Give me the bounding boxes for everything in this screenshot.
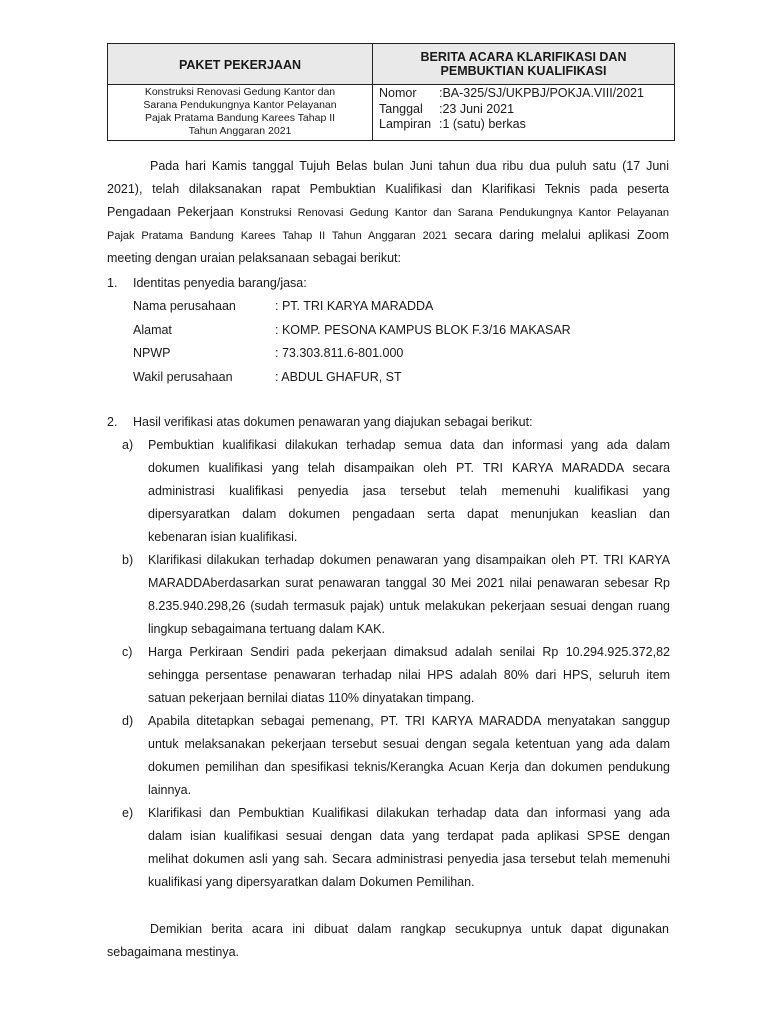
identity-row xyxy=(133,319,571,343)
identity-value: : 73.303.811.6-801.000 xyxy=(275,346,404,360)
item-text xyxy=(148,710,670,802)
item-marker: b) xyxy=(122,553,134,567)
tanggal-row xyxy=(379,102,674,118)
item-text xyxy=(148,641,670,710)
package-line: Konstruksi Renovasi Gedung Kantor dan xyxy=(144,86,336,98)
intro-package-name: Pajak Pratama Bandung Karees Tahap II Tahun Anggaran 2021 xyxy=(107,230,448,242)
right-header-title-line-1: BERITA ACARA KLARIFIKASI DAN xyxy=(420,50,627,64)
identity-label: Alamat xyxy=(133,322,172,337)
item-marker: d) xyxy=(122,714,134,728)
item-text xyxy=(148,802,670,894)
header-table xyxy=(107,43,675,141)
closing-paragraph xyxy=(107,918,669,964)
lampiran-value: :1 (satu) berkas xyxy=(439,117,526,131)
closing-line: sebagaimana mestinya. xyxy=(107,945,240,959)
item-line: lainnya. xyxy=(148,783,192,797)
identity-value: : ABDUL GHAFUR, ST xyxy=(275,369,402,384)
intro-package-name: Konstruksi Renovasi Gedung Kantor dan Sarana Pendukungnya Kantor Pelayanan xyxy=(240,207,669,219)
item-line: Pembuktian kualifikasi dilakukan terhadap semua data dan informasi yang ada dalam xyxy=(148,438,670,452)
item-line: kualifikasi yang dipersyaratkan dalam Dokumen Pemilihan. xyxy=(148,875,475,889)
item-line: Apabila ditetapkan sebagai pemenang, PT. TRI KARYA MARADDA menyatakan sanggup xyxy=(148,714,670,728)
item-line: administrasi kualifikasi penyedia jasa tersebut telah memenuhi kualifikasi yang xyxy=(148,484,670,498)
identity-label: Wakil perusahaan xyxy=(133,369,233,384)
right-header-title-line-2: PEMBUKTIAN KUALIFIKASI xyxy=(440,64,607,78)
tanggal-label: Tanggal xyxy=(379,101,423,116)
nomor-row xyxy=(379,86,674,102)
identity-value: : PT. TRI KARYA MARADDA xyxy=(275,299,434,313)
item-line: Klarifikasi dilakukan terhadap dokumen penawaran yang disampaikan oleh PT. TRI KARYA xyxy=(148,553,670,567)
section-1-number: 1. xyxy=(107,276,118,290)
vendor-identity xyxy=(133,295,571,389)
document-meta-cell xyxy=(373,85,675,141)
left-header-cell xyxy=(108,44,373,85)
intro-line: meeting dengan uraian pelaksanaan sebagai berikut: xyxy=(107,251,401,265)
package-line: Tahun Anggaran 2021 xyxy=(188,125,292,137)
tanggal-value: :23 Juni 2021 xyxy=(439,101,515,116)
item-line: kebenaran isian kualifikasi. xyxy=(148,530,298,544)
identity-row xyxy=(133,366,571,390)
intro-line xyxy=(107,201,669,224)
identity-row xyxy=(133,342,571,366)
item-line: melihat dokumen asli yang sah. Secara administrasi penyedia jasa tersebut telah memenuhi xyxy=(148,852,670,866)
item-line: satuan pekerjaan bernilai diatas 110% dinyatakan timpang. xyxy=(148,691,475,705)
item-line: dokumen kualifikasi yang telah disampaikan oleh PT. TRI KARYA MARADDA secara xyxy=(148,461,670,475)
item-marker: c) xyxy=(122,645,133,659)
intro-text: secara daring melalui aplikasi Zoom xyxy=(454,228,669,242)
package-line: Pajak Pratama Bandung Karees Tahap II xyxy=(144,112,336,124)
identity-label: NPWP xyxy=(133,346,171,360)
item-marker: a) xyxy=(122,438,134,452)
item-line: untuk melaksanakan pekerjaan tersebut sesuai dengan segala ketentuan yang ada dalam xyxy=(148,737,670,751)
identity-row xyxy=(133,295,571,319)
package-cell xyxy=(108,85,373,141)
verification-item-a xyxy=(122,434,670,549)
package-line: Sarana Pendukungnya Kantor Pelayanan xyxy=(143,99,337,111)
item-marker: e) xyxy=(122,806,134,820)
closing-line: Demikian berita acara ini dibuat dalam rangkap secukupnya untuk dapat digunakan xyxy=(150,922,669,936)
right-header-cell xyxy=(373,44,675,85)
item-line: MARADDAberdasarkan surat penawaran tanggal 30 Mei 2021 nilai penawaran sebesar Rp xyxy=(148,576,670,590)
section-1-title: Identitas penyedia barang/jasa: xyxy=(133,276,307,290)
item-line: Klarifikasi dan Pembuktian Kualifikasi dilakukan terhadap data dan informasi yang ada xyxy=(148,806,670,820)
intro-line: Pada hari Kamis tanggal Tujuh Belas bulan Juni tahun dua ribu dua puluh satu (17 Juni xyxy=(150,159,669,173)
intro-line xyxy=(107,224,669,247)
section-2-number: 2. xyxy=(107,415,118,429)
item-line: dokumen pemilihan dan spesifikasi teknis/Kerangka Acuan Kerja dan dokumen pendukung xyxy=(148,760,670,774)
nomor-value: :BA-325/SJ/UKPBJ/POKJA.VIII/2021 xyxy=(439,86,644,100)
verification-item-d xyxy=(122,710,670,802)
item-text xyxy=(148,549,670,641)
item-line: Harga Perkiraan Sendiri pada pekerjaan dimaksud adalah senilai Rp 10.294.925.372,82 xyxy=(148,645,670,659)
item-text xyxy=(148,434,670,549)
item-line: 8.235.940.298,26 (sudah termasuk pajak) untuk melakukan pekerjaan sesuai dengan ruang xyxy=(148,599,670,613)
intro-text: Pengadaan Pekerjaan xyxy=(107,205,234,219)
section-2-title: Hasil verifikasi atas dokumen penawaran yang diajukan sebagai berikut: xyxy=(133,415,533,429)
identity-label: Nama perusahaan xyxy=(133,299,236,313)
lampiran-label: Lampiran xyxy=(379,117,432,131)
item-line: sehingga persentase penawaran terhadap nilai HPS adalah 80% dari HPS, seluruh item xyxy=(148,668,670,682)
identity-value: : KOMP. PESONA KAMPUS BLOK F.3/16 MAKASAR xyxy=(275,322,571,337)
nomor-label: Nomor xyxy=(379,86,417,100)
item-line: lingkup sebagaimana tertuang dalam KAK. xyxy=(148,622,385,636)
item-line: dalam isian kualifikasi sesuai dengan data yang terdapat pada aplikasi SPSE dengan xyxy=(148,829,670,843)
intro-line: 2021), telah dilaksanakan rapat Pembuktian Kualifikasi dan Klarifikasi Teknis pada peserta xyxy=(107,182,669,196)
lampiran-row xyxy=(379,117,674,133)
verification-item-b xyxy=(122,549,670,641)
left-header-title: PAKET PEKERJAAN xyxy=(178,58,301,72)
verification-item-e xyxy=(122,802,670,894)
verification-items xyxy=(122,434,670,894)
intro-paragraph xyxy=(107,155,669,270)
item-line: dipersyaratkan dalam dokumen pengadaan serta dapat menunjukan keaslian dan xyxy=(148,507,670,521)
verification-item-c xyxy=(122,641,670,710)
